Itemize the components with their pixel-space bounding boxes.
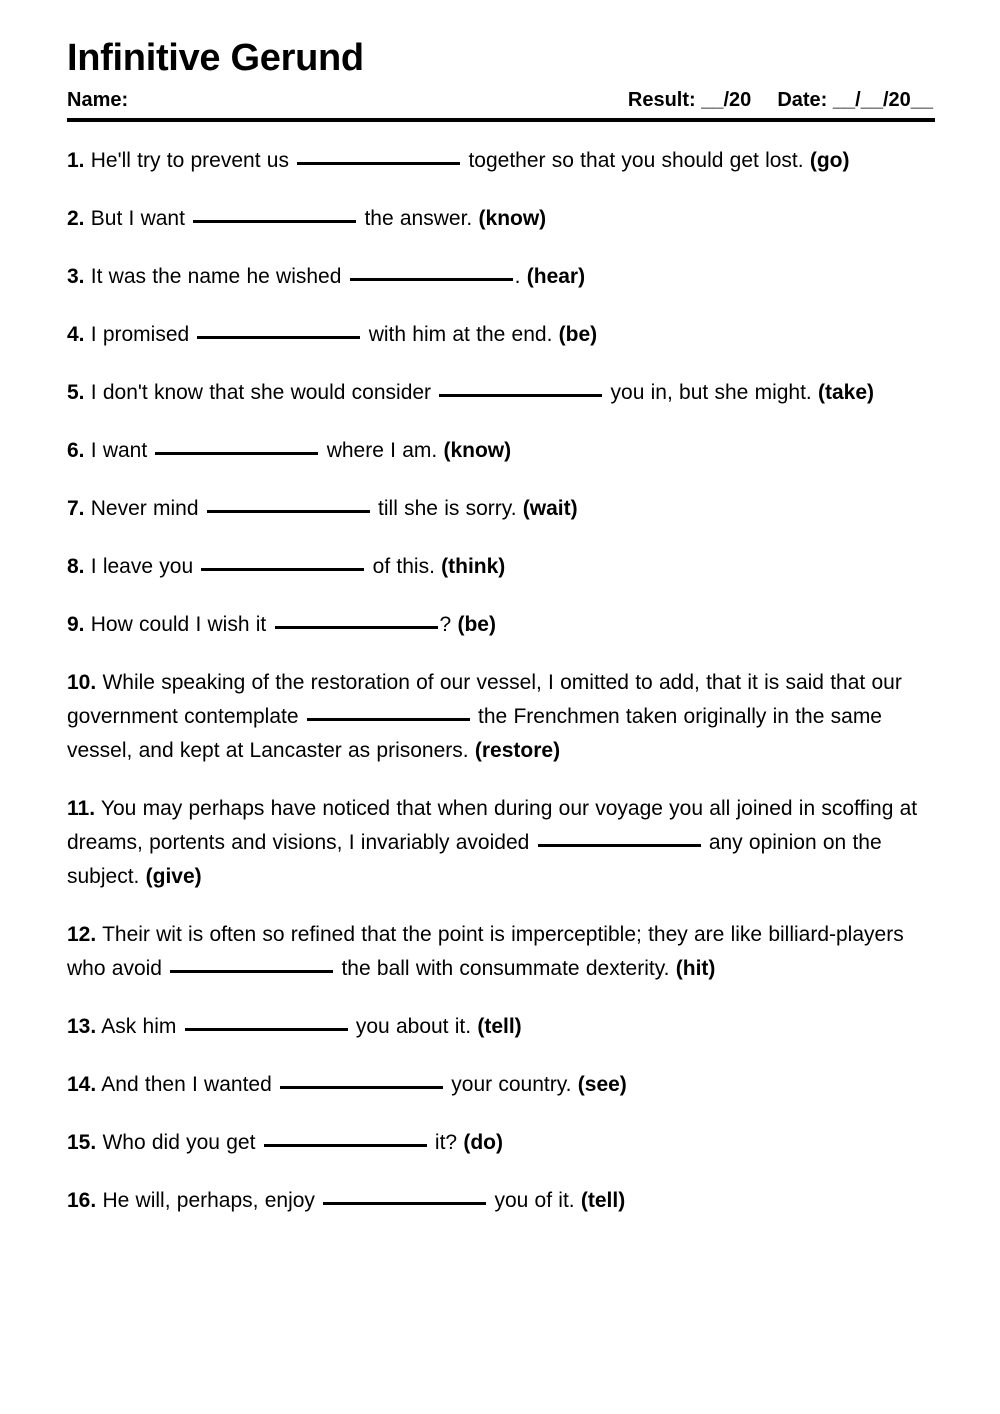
worksheet-meta-row bbox=[67, 89, 935, 112]
verb-cue: (see) bbox=[577, 1073, 627, 1097]
verb-cue: (be) bbox=[457, 613, 496, 637]
question-text-after-blank: you about it. bbox=[355, 1015, 472, 1039]
verb-cue: (know) bbox=[478, 207, 547, 231]
answer-blank[interactable] bbox=[323, 1202, 486, 1205]
verb-cue: (know) bbox=[443, 439, 512, 463]
question-number: 1. bbox=[67, 149, 85, 173]
question-text-after-blank: it? bbox=[434, 1131, 458, 1155]
question-text-after-blank: where I am. bbox=[326, 439, 438, 463]
result-label: Result: bbox=[627, 89, 696, 112]
question-number: 12. bbox=[67, 923, 97, 947]
question-number: 5. bbox=[67, 381, 85, 405]
question-item bbox=[67, 918, 935, 986]
question-number: 7. bbox=[67, 497, 85, 521]
question-number: 4. bbox=[67, 323, 85, 347]
answer-blank[interactable] bbox=[201, 568, 364, 571]
answer-blank[interactable] bbox=[207, 510, 370, 513]
verb-cue: (hear) bbox=[526, 265, 586, 289]
question-text-before-blank: I promised bbox=[90, 323, 190, 347]
answer-blank[interactable] bbox=[170, 970, 333, 973]
question-text-after-blank: you of it. bbox=[494, 1189, 575, 1213]
question-item bbox=[67, 144, 935, 178]
answer-blank[interactable] bbox=[280, 1086, 443, 1089]
answer-blank[interactable] bbox=[439, 394, 602, 397]
question-item bbox=[67, 202, 935, 236]
question-text-before-blank: While speaking of the restoration of our vessel, I omitted to add, that it is said that our government contemplate bbox=[67, 671, 902, 729]
page-title: Infinitive Gerund bbox=[67, 37, 364, 79]
question-number: 3. bbox=[67, 265, 85, 289]
question-item bbox=[67, 1184, 935, 1218]
question-text-after-blank: any opinion on the subject. bbox=[67, 831, 882, 889]
verb-cue: (tell) bbox=[477, 1015, 522, 1039]
question-item bbox=[67, 608, 935, 642]
verb-cue: (wait) bbox=[522, 497, 578, 521]
answer-blank[interactable] bbox=[197, 336, 360, 339]
answer-blank[interactable] bbox=[275, 626, 438, 629]
questions-list bbox=[67, 144, 935, 1218]
question-number: 15. bbox=[67, 1131, 97, 1155]
verb-cue: (tell) bbox=[580, 1189, 626, 1213]
question-item bbox=[67, 1068, 935, 1102]
verb-cue: (be) bbox=[558, 323, 598, 347]
answer-blank[interactable] bbox=[297, 162, 460, 165]
question-number: 13. bbox=[67, 1015, 97, 1039]
question-text-before-blank: Who did you get bbox=[102, 1131, 256, 1155]
verb-cue: (restore) bbox=[474, 739, 561, 763]
answer-blank[interactable] bbox=[185, 1028, 348, 1031]
question-item bbox=[67, 318, 935, 352]
answer-blank[interactable] bbox=[350, 278, 513, 281]
question-text-after-blank: the ball with consummate dexterity. bbox=[341, 957, 670, 981]
question-text-before-blank: How could I wish it bbox=[90, 613, 267, 637]
question-item bbox=[67, 434, 935, 468]
question-item bbox=[67, 1010, 935, 1044]
answer-blank[interactable] bbox=[307, 718, 470, 721]
answer-blank[interactable] bbox=[538, 844, 701, 847]
question-text-after-blank: . bbox=[514, 265, 521, 289]
question-text-after-blank: with him at the end. bbox=[368, 323, 553, 347]
answer-blank[interactable] bbox=[193, 220, 356, 223]
question-text-after-blank: your country. bbox=[451, 1073, 572, 1097]
header-divider bbox=[67, 118, 935, 122]
date-label: Date: bbox=[777, 89, 828, 112]
verb-cue: (take) bbox=[818, 381, 875, 405]
question-text-before-blank: I leave you bbox=[90, 555, 194, 579]
verb-cue: (give) bbox=[145, 865, 202, 889]
question-text-after-blank: the answer. bbox=[364, 207, 473, 231]
question-text-before-blank: But I want bbox=[90, 207, 185, 231]
question-item bbox=[67, 492, 935, 526]
name-label: Name: bbox=[67, 89, 129, 112]
question-number: 9. bbox=[67, 613, 85, 637]
question-text-after-blank: together so that you should get lost. bbox=[468, 149, 804, 173]
answer-blank[interactable] bbox=[264, 1144, 427, 1147]
question-text-before-blank: And then I wanted bbox=[101, 1073, 272, 1097]
question-text-after-blank: ? bbox=[439, 613, 452, 637]
date-field bbox=[777, 89, 933, 112]
question-number: 8. bbox=[67, 555, 85, 579]
question-item bbox=[67, 260, 935, 294]
verb-cue: (think) bbox=[441, 555, 506, 579]
date-value: __/__/20__ bbox=[832, 89, 933, 112]
question-text-before-blank: I want bbox=[90, 439, 148, 463]
result-date-group bbox=[628, 89, 933, 112]
question-text-after-blank: of this. bbox=[372, 555, 435, 579]
result-value: __/20 bbox=[701, 89, 752, 112]
question-text-after-blank: you in, but she might. bbox=[610, 381, 812, 405]
question-text-before-blank: Ask him bbox=[101, 1015, 177, 1039]
question-item bbox=[67, 792, 935, 894]
question-text-before-blank: Never mind bbox=[90, 497, 199, 521]
question-item bbox=[67, 1126, 935, 1160]
question-number: 11. bbox=[67, 797, 96, 821]
question-number: 14. bbox=[67, 1073, 97, 1097]
verb-cue: (hit) bbox=[675, 957, 716, 981]
answer-blank[interactable] bbox=[155, 452, 318, 455]
question-text-before-blank: I don't know that she would consider bbox=[90, 381, 432, 405]
question-item bbox=[67, 550, 935, 584]
question-text-before-blank: He will, perhaps, enjoy bbox=[102, 1189, 315, 1213]
question-number: 10. bbox=[67, 671, 97, 695]
question-text-before-blank: You may perhaps have noticed that when during our voyage you all joined in scoffing at dreams, portents and visions, I invariably avoided bbox=[67, 797, 918, 855]
question-text-before-blank: It was the name he wished bbox=[90, 265, 342, 289]
result-field bbox=[628, 89, 751, 112]
question-text-after-blank: the Frenchmen taken originally in the same vessel, and kept at Lancaster as prisoners. bbox=[67, 705, 882, 763]
question-item bbox=[67, 376, 935, 410]
question-number: 2. bbox=[67, 207, 85, 231]
question-text-after-blank: till she is sorry. bbox=[378, 497, 517, 521]
question-item bbox=[67, 666, 935, 768]
question-text-before-blank: Their wit is often so refined that the point is imperceptible; they are like billiard-players who avoid bbox=[67, 923, 904, 981]
name-field bbox=[67, 89, 128, 112]
verb-cue: (go) bbox=[809, 149, 850, 173]
question-number: 6. bbox=[67, 439, 85, 463]
question-number: 16. bbox=[67, 1189, 97, 1213]
verb-cue: (do) bbox=[463, 1131, 504, 1155]
question-text-before-blank: He'll try to prevent us bbox=[90, 149, 289, 173]
